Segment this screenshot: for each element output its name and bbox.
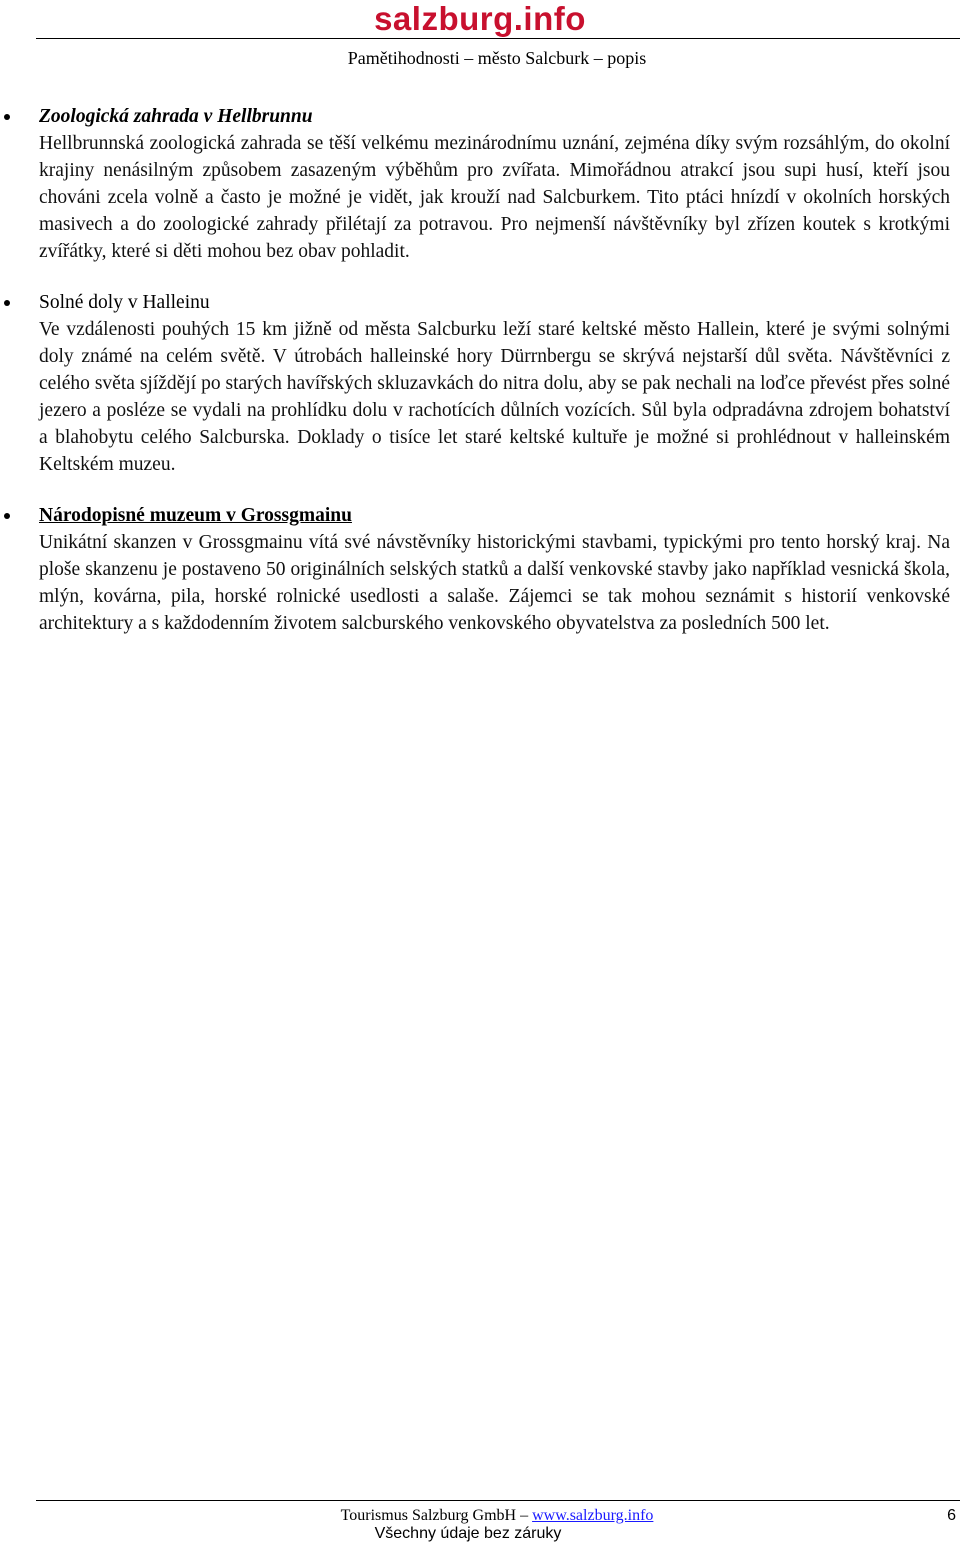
section-title: Národopisné muzeum v Grossgmainu (39, 505, 352, 526)
bullet-icon (4, 114, 10, 120)
section-zoo (0, 102, 960, 265)
footer-disclaimer: Všechny údaje bez záruky (374, 1525, 562, 1542)
section-folk-museum (0, 501, 960, 637)
section-body: Hellbrunnská zoologická zahrada se těší velkému mezinárodnímu uznání, zejména díky svým rozsáhlým, do okolní krajiny nenásilným způsobem zasazeným výběhům pro zvířata. Mimořádnou atrakcí jsou supi husí, kteří jsou chováni zcela volně a často je možné je vidět, jak krouží nad Salcburkem. Tito ptáci hnízdí v okolních horských masivech a do zoologické zahrady přilétají za potravou. Pro nejmenší návštěvníky byl zřízen koutek s krotkými zvířátky, které si děti mohou bez obav pohladit. (39, 133, 950, 262)
section-salt-mines (0, 288, 960, 478)
section-title: Zoologická zahrada v Hellbrunnu (39, 106, 313, 127)
footer-credit (0, 1506, 960, 1526)
section-title: Solné doly v Halleinu (39, 292, 210, 313)
footer-divider (36, 1500, 960, 1501)
section-body: Unikátní skanzen v Grossgmainu vítá své návstěvníky historickými stavbami, typickými pro tento horský kraj. Na ploše skanzenu je postaveno 50 originálních selských statků a další venkovské stavby jako například vesnická škola, mlýn, kovárna, pila, horské rolnické usedlosti a salaše. Zájemci se tak mohou seznámit s historií venkovské architektury a s každodenním životem salcburského venkovského obyvatelstva za posledních 500 let. (39, 532, 950, 634)
content-sections (0, 102, 960, 637)
bullet-icon (4, 513, 10, 519)
section-body: Ve vzdálenosti pouhých 15 km jižně od města Salcburku leží staré keltské město Hallein, které je svými solnými doly známé na celém světě. V útrobách halleinské hory Dürrnbergu se skrývá nejstarší důl světa. Návštěvníci z celého světa sjíždějí po starých havířských skluzavkách do nitra dolu, aby se pak nechali na loďce převést přes solné jezero a posléze se vydali na prohlídku dolu v rachotících důlních vozících. Sůl byla odpradávna zdrojem bohatství a blahobytu celého Salcburska. Doklady o tisíce let staré keltské kultuře je možné si prohlédnout v halleinském Keltském muzeu. (39, 319, 950, 475)
footer-company: Tourismus Salzburg GmbH – (340, 1507, 529, 1524)
page-subtitle: Pamětihodnosti – město Salcburk – popis (347, 48, 647, 68)
salzburg-info-logo: salzburg.info (374, 0, 586, 37)
header-divider (36, 38, 960, 39)
footer-website-link[interactable]: www.salzburg.info (532, 1507, 654, 1524)
page-number: 6 (947, 1507, 956, 1524)
bullet-icon (4, 300, 10, 306)
